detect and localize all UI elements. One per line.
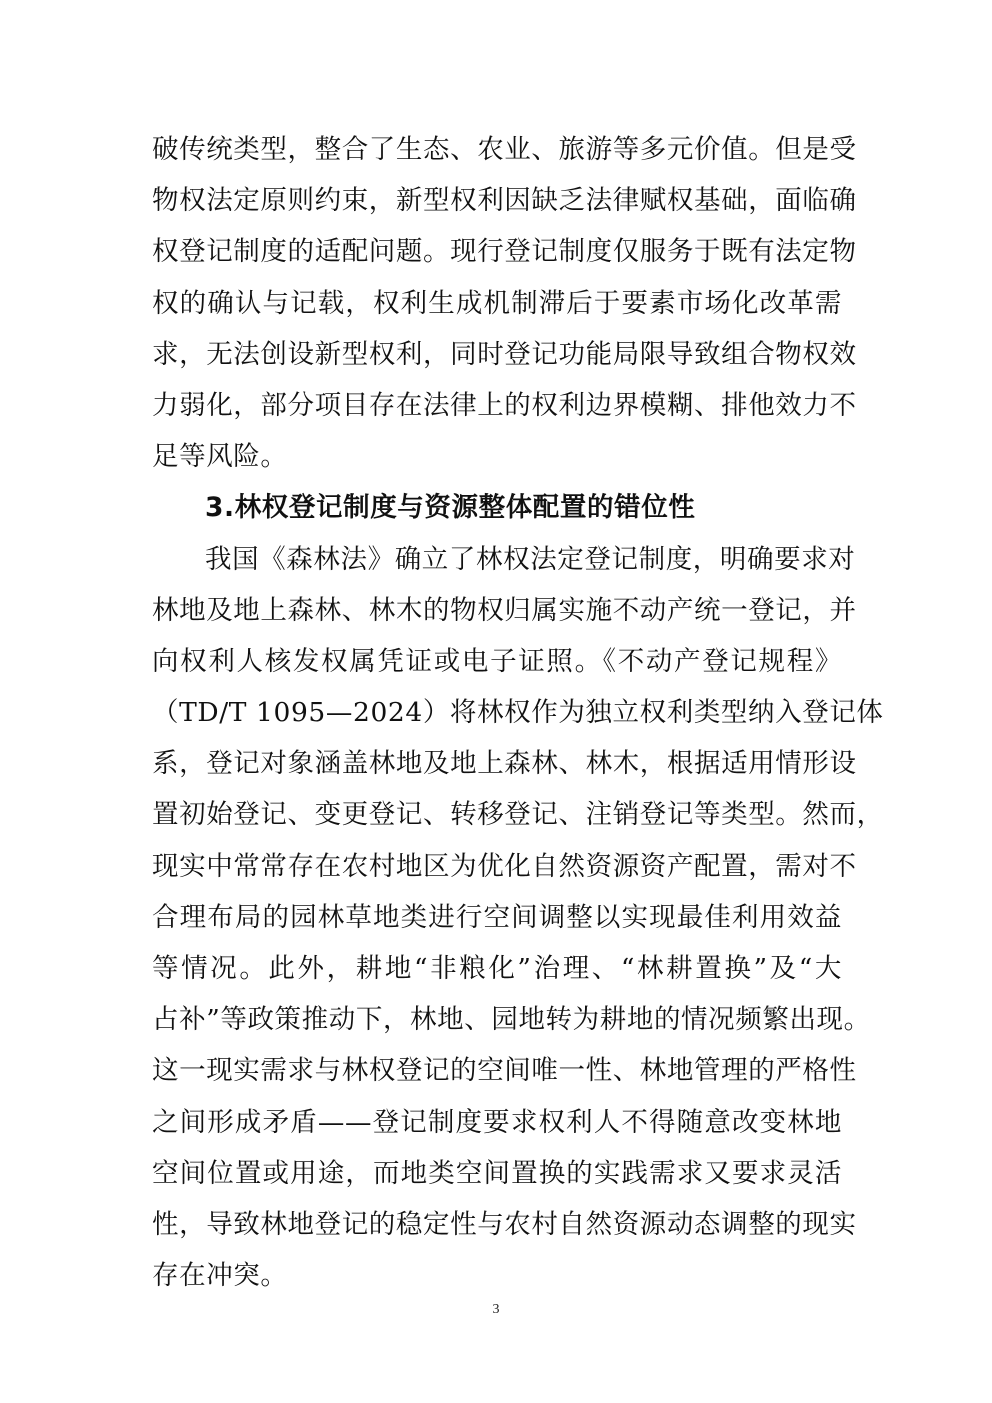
paragraph-continued	[152, 124, 884, 1301]
text-line: （TD/T 1095—2024）将林权作为独立权利类型纳入登记体	[152, 697, 884, 729]
text-line: 空间位置或用途，而地类空间置换的实践需求又要求灵活	[152, 1157, 842, 1189]
text-line: 之间形成矛盾——登记制度要求权利人不得随意改变林地	[152, 1106, 842, 1138]
text-line: 求，无法创设新型权利，同时登记功能局限导致组合物权效	[152, 338, 857, 370]
text-line: 林地及地上森林、林木的物权归属实施不动产统一登记，并	[152, 594, 857, 626]
text-line: 我国《森林法》确立了林权法定登记制度，明确要求对	[205, 543, 856, 575]
text-line: 合理布局的园林草地类进行空间调整以实现最佳利用效益	[152, 901, 842, 933]
text-line: 足等风险。	[152, 441, 288, 473]
text-line: 力弱化，部分项目存在法律上的权利边界模糊、排他效力不	[152, 389, 857, 421]
text-line: 系，登记对象涵盖林地及地上森林、林木，根据适用情形设	[152, 748, 857, 780]
text-line: 这一现实需求与林权登记的空间唯一性、林地管理的严格性	[152, 1055, 857, 1087]
section-heading: 3.林权登记制度与资源整体配置的错位性	[205, 492, 696, 524]
text-line: 等情况。此外，耕地“非粮化”治理、“林耕置换”及“大	[152, 953, 842, 984]
text-line: 向权利人核发权属凭证或电子证照。《不动产登记规程》	[152, 645, 842, 677]
text-line: 占补”等政策推动下，林地、园地转为耕地的情况频繁出现。	[152, 1004, 871, 1036]
text-line: 破传统类型，整合了生态、农业、旅游等多元价值。但是受	[152, 134, 857, 165]
text-line: 权的确认与记载，权利生成机制滞后于要素市场化改革需	[152, 287, 842, 319]
page-number: 3	[492, 1302, 500, 1317]
text-line: 性，导致林地登记的稳定性与农村自然资源动态调整的现实	[152, 1208, 857, 1240]
text-line: 存在冲突。	[152, 1260, 288, 1292]
text-line: 置初始登记、变更登记、转移登记、注销登记等类型。然而，	[152, 799, 884, 831]
text-line: 权登记制度的适配问题。现行登记制度仅服务于既有法定物	[152, 236, 857, 268]
text-line: 现实中常常存在农村地区为优化自然资源资产配置，需对不	[152, 850, 857, 882]
text-line: 物权法定原则约束，新型权利因缺乏法律赋权基础，面临确	[152, 185, 857, 217]
